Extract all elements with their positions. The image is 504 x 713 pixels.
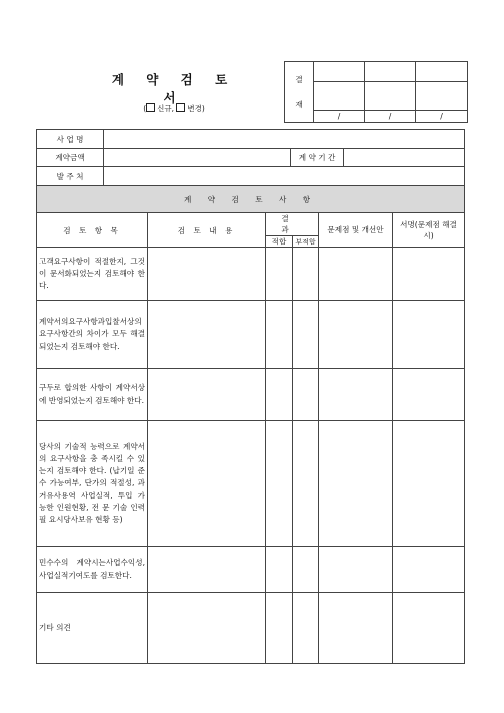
business-name-label: 사 업 명: [37, 130, 104, 149]
review-row: [37, 421, 465, 547]
review-row: [37, 301, 465, 369]
contract-info-table: [36, 129, 465, 186]
approval-sign-3[interactable]: [416, 82, 468, 111]
suitable-cell[interactable]: [266, 248, 293, 301]
suitable-cell[interactable]: [266, 421, 293, 547]
unsuitable-cell[interactable]: [293, 593, 319, 664]
review-content-cell[interactable]: [148, 301, 266, 369]
approval-sign-1[interactable]: [314, 82, 365, 111]
approval-label-bottom: 재: [295, 100, 303, 109]
header-suitable: 적합: [266, 236, 293, 248]
approval-table: [284, 61, 468, 123]
header-result: 결 과: [266, 213, 319, 236]
suitable-cell[interactable]: [266, 547, 293, 593]
approval-head-3: [416, 62, 468, 82]
issues-cell[interactable]: [319, 547, 393, 593]
change-checkbox[interactable]: [176, 103, 185, 112]
unsuitable-cell[interactable]: [293, 248, 319, 301]
option-change-label: 변경): [187, 104, 205, 113]
signature-cell[interactable]: [393, 421, 465, 547]
option-new-label: 신규,: [157, 104, 174, 113]
contract-period-field[interactable]: [344, 149, 465, 167]
review-table: [36, 185, 465, 664]
review-item: 구두로 합의한 사항이 계약서상에 반영되었는지 검토해야 한다.: [37, 369, 148, 421]
review-item: 계약서의요구사항과입찰서상의요구사항간의 차이가 모두 해결되었는지 검토해야 한다.: [37, 301, 148, 369]
approval-head-1: [314, 62, 365, 82]
signature-cell[interactable]: [393, 593, 465, 664]
signature-cell[interactable]: [393, 547, 465, 593]
signature-cell[interactable]: [393, 248, 465, 301]
issues-cell[interactable]: [319, 421, 393, 547]
header-issues: 문제점 및 개선안: [319, 213, 393, 248]
signature-cell[interactable]: [393, 369, 465, 421]
review-section-title: 계 약 검 토 사 항: [37, 186, 465, 213]
issues-cell[interactable]: [319, 301, 393, 369]
review-content-cell[interactable]: [148, 593, 266, 664]
approval-date-1[interactable]: /: [314, 111, 365, 123]
unsuitable-cell[interactable]: [293, 301, 319, 369]
document-type-options: [104, 103, 244, 114]
contract-amount-label: 계약금액: [37, 149, 104, 167]
issues-cell[interactable]: [319, 593, 393, 664]
approval-label-top: 결: [295, 75, 303, 84]
document-title: 계 약 검 토 서: [111, 72, 237, 105]
header-item: 검 토 항 목: [37, 213, 148, 248]
review-content-cell[interactable]: [148, 248, 266, 301]
suitable-cell[interactable]: [266, 301, 293, 369]
review-row: [37, 593, 465, 664]
new-checkbox[interactable]: [146, 103, 155, 112]
approval-date-3[interactable]: /: [416, 111, 468, 123]
approval-head-2: [365, 62, 416, 82]
review-content-cell[interactable]: [148, 547, 266, 593]
review-row: [37, 369, 465, 421]
subtitle-open: (: [143, 104, 147, 113]
review-item: 당사의 기술적 능력으로 계약서 의 요구사항을 충 족시킬 수 있는지 검토해야 한다. (납기일 준수 가능여부, 단가의 적절성, 과거유사용역 사업실적, 투입 가 능한 인원현황, 전 문 기술 인력 필 요시당사보유 현황 등): [37, 421, 148, 547]
contract-period-label: 계 약 기 간: [291, 149, 344, 167]
orderer-field[interactable]: [104, 167, 465, 186]
business-name-field[interactable]: [104, 130, 465, 149]
header-unsuitable: 부적합: [293, 236, 319, 248]
review-item: 기타 의견: [37, 593, 148, 664]
issues-cell[interactable]: [319, 248, 393, 301]
contract-amount-field[interactable]: [104, 149, 291, 167]
review-row: [37, 248, 465, 301]
approval-date-2[interactable]: /: [365, 111, 416, 123]
orderer-label: 발 주 처: [37, 167, 104, 186]
header-signature: 서명(문제점 해결시): [393, 213, 465, 248]
approval-label-cell: [285, 62, 314, 123]
suitable-cell[interactable]: [266, 369, 293, 421]
review-item: 민수수의 계약시는사업수익성, 사업실적기여도를 검토한다.: [37, 547, 148, 593]
unsuitable-cell[interactable]: [293, 421, 319, 547]
signature-cell[interactable]: [393, 301, 465, 369]
review-content-cell[interactable]: [148, 369, 266, 421]
issues-cell[interactable]: [319, 369, 393, 421]
unsuitable-cell[interactable]: [293, 369, 319, 421]
review-item: 고객요구사항이 적절한지, 그것이 문서화되었는지 검토해야 한다.: [37, 248, 148, 301]
suitable-cell[interactable]: [266, 593, 293, 664]
review-row: [37, 547, 465, 593]
header-content: 검 토 내 용: [148, 213, 266, 248]
review-content-cell[interactable]: [148, 421, 266, 547]
unsuitable-cell[interactable]: [293, 547, 319, 593]
approval-sign-2[interactable]: [365, 82, 416, 111]
